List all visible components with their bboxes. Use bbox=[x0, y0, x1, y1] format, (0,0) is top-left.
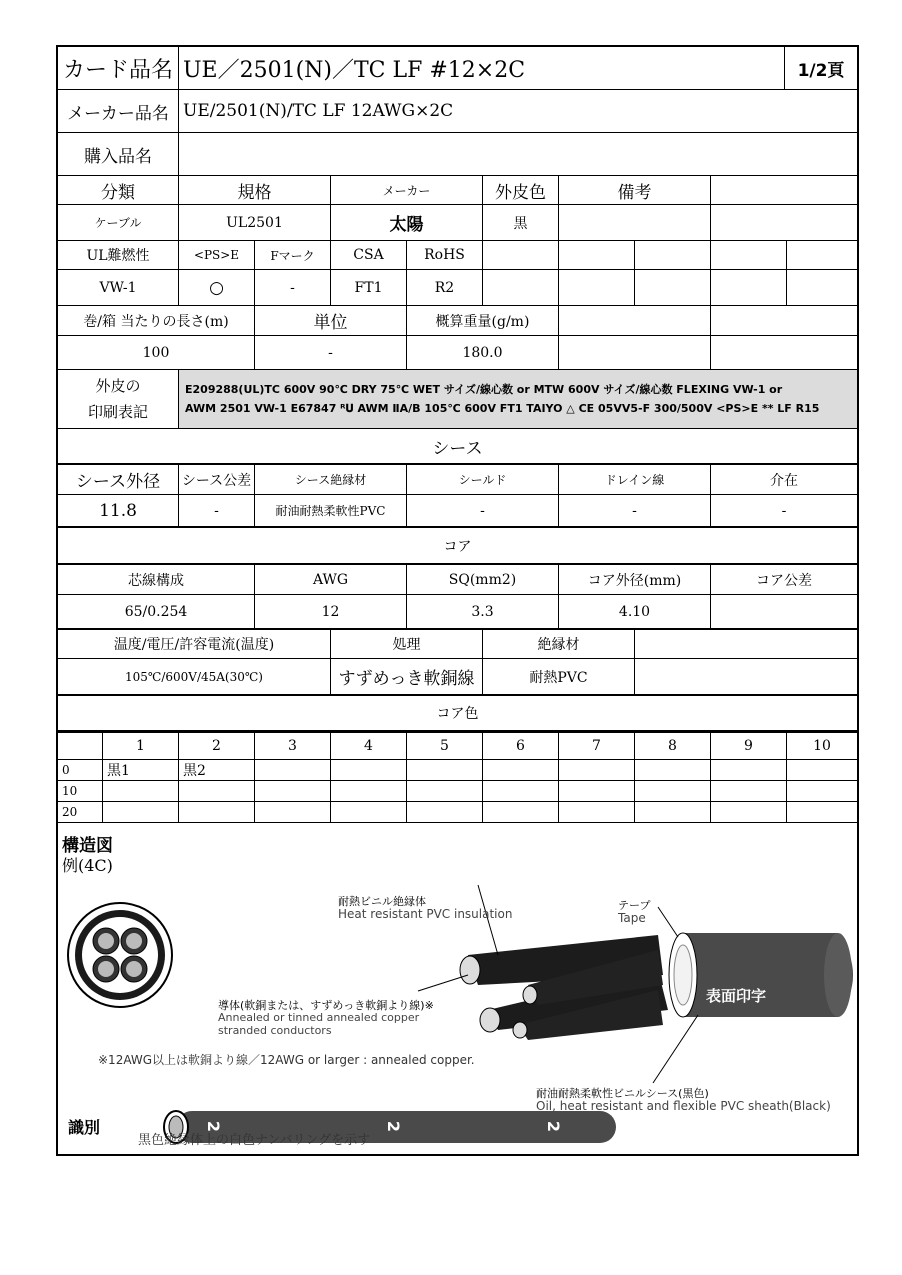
conductor-label-en1: Annealed or tinned annealed copper bbox=[218, 1011, 420, 1024]
surface-print-label: 表面印字 bbox=[706, 987, 767, 1005]
core-od-header: コア外径(mm) bbox=[559, 565, 711, 595]
f-mark-value: - bbox=[255, 270, 331, 306]
blank-cell bbox=[483, 270, 559, 306]
purchase-name-value bbox=[179, 133, 857, 176]
blank-cell bbox=[559, 270, 635, 306]
standard-header: 規格 bbox=[179, 176, 331, 205]
core-number-mark: 2 bbox=[544, 1120, 564, 1133]
csa-value: FT1 bbox=[331, 270, 407, 306]
core-color-cell bbox=[787, 802, 857, 823]
core-tol-value bbox=[711, 595, 857, 629]
core-number-mark: 2 bbox=[384, 1120, 404, 1133]
treatment-value: すずめっき軟銅線 bbox=[331, 659, 483, 695]
jacket-color-value: 黒 bbox=[483, 205, 559, 241]
pse-header: <PS>E bbox=[179, 241, 255, 270]
core-color-cell bbox=[483, 760, 559, 781]
sheath-label-en: Oil, heat resistant and flexible PVC sheath(Black) bbox=[536, 1099, 831, 1113]
sheath-label-jp: 耐油耐熱柔軟性ビニルシース(黒色) bbox=[536, 1087, 709, 1100]
core-color-cell bbox=[103, 781, 179, 802]
blank-cell bbox=[711, 270, 787, 306]
stranding-note: ※12AWG以上は軟銅より線／12AWG or larger : annealed copper. bbox=[98, 1053, 475, 1067]
core-color-col-header: 2 bbox=[179, 732, 255, 760]
class-header: 分類 bbox=[58, 176, 179, 205]
core-color-cell bbox=[787, 781, 857, 802]
core-color-col-header: 5 bbox=[407, 732, 483, 760]
weight-value: 180.0 bbox=[407, 336, 559, 370]
core-color-cell bbox=[407, 760, 483, 781]
print-text bbox=[179, 370, 857, 429]
blank-cell bbox=[559, 241, 635, 270]
core-color-cell: 黒1 bbox=[103, 760, 179, 781]
jacket-color-header: 外皮色 bbox=[483, 176, 559, 205]
card-name-label: カード品名 bbox=[58, 47, 179, 90]
weight-header: 概算重量(g/m) bbox=[407, 306, 559, 336]
print-label-line2: 印刷表記 bbox=[87, 403, 148, 421]
print-line1: E209288(UL)TC 600V 90℃ DRY 75℃ WET サイズ/線心数 or MTW 600V サイズ/線心数 FLEXING VW-1 or bbox=[185, 383, 783, 396]
core-color-cell bbox=[635, 760, 711, 781]
blank-cell bbox=[635, 241, 711, 270]
blank-cell bbox=[483, 241, 559, 270]
rohs-header: RoHS bbox=[407, 241, 483, 270]
conductor-label-jp: 導体(軟銅または、すずめっき軟銅より線)※ bbox=[218, 999, 434, 1012]
core-color-cell bbox=[559, 802, 635, 823]
blank-cell bbox=[711, 306, 857, 336]
core-color-cell bbox=[331, 760, 407, 781]
awg-value: 12 bbox=[255, 595, 407, 629]
identification-desc: 黒色絶縁体上の白色ナンバリングを示す bbox=[138, 1133, 371, 1148]
blank-cell bbox=[635, 270, 711, 306]
blank-cell bbox=[787, 270, 857, 306]
core-color-cell bbox=[787, 760, 857, 781]
shield-header: シールド bbox=[407, 465, 559, 495]
remarks-value bbox=[559, 205, 711, 241]
core-color-cell bbox=[635, 802, 711, 823]
purchase-name-label: 購入品名 bbox=[58, 133, 179, 176]
core-color-cell bbox=[255, 802, 331, 823]
structure-example: 例(4C) bbox=[62, 856, 113, 875]
core-color-cell bbox=[331, 802, 407, 823]
pse-value: ○ bbox=[179, 270, 255, 306]
core-color-cell bbox=[179, 781, 255, 802]
core-color-header-line bbox=[58, 732, 857, 733]
print-label-line1: 外皮の bbox=[95, 377, 141, 395]
unit-value: - bbox=[255, 336, 407, 370]
sheath-material-value: 耐油耐熱柔軟性PVC bbox=[255, 495, 407, 527]
core-color-row-label: 0 bbox=[58, 760, 103, 781]
page-number: 1/2頁 bbox=[785, 47, 857, 90]
insulation-label-jp: 耐熱ビニル絶縁体 bbox=[338, 895, 426, 908]
standard-value: UL2501 bbox=[179, 205, 331, 241]
core-color-col-header: 7 bbox=[559, 732, 635, 760]
core-color-cell bbox=[407, 781, 483, 802]
blank-cell bbox=[559, 336, 711, 370]
core-color-row-label: 10 bbox=[58, 781, 103, 802]
maker-name-value: UE/2501(N)/TC LF 12AWG×2C bbox=[179, 90, 857, 133]
treatment-header: 処理 bbox=[331, 629, 483, 659]
identification-title: 識別 bbox=[68, 1118, 101, 1137]
sheath-title: シース bbox=[58, 429, 857, 465]
structure-drawing bbox=[58, 825, 857, 1154]
unit-header: 単位 bbox=[255, 306, 407, 336]
core-number-mark: 2 bbox=[204, 1120, 224, 1133]
insulation-value: 耐熱PVC bbox=[483, 659, 635, 695]
core-tol-header: コア公差 bbox=[711, 565, 857, 595]
core-color-cell bbox=[711, 781, 787, 802]
core-title: コア bbox=[58, 527, 857, 565]
core-color-col-header: 9 bbox=[711, 732, 787, 760]
filler-value: - bbox=[711, 495, 857, 527]
core-color-cell: 黒2 bbox=[179, 760, 255, 781]
sheath-od-value: 11.8 bbox=[58, 495, 179, 527]
sq-header: SQ(mm2) bbox=[407, 565, 559, 595]
spec-sheet bbox=[56, 45, 859, 1156]
blank-cell bbox=[711, 336, 857, 370]
rating-value: 105℃/600V/45A(30℃) bbox=[58, 659, 331, 695]
sheath-od-header: シース外径 bbox=[58, 465, 179, 495]
core-color-col-header: 4 bbox=[331, 732, 407, 760]
strand-value: 65/0.254 bbox=[58, 595, 255, 629]
blank-cell bbox=[787, 241, 857, 270]
ul-flame-header: UL難燃性 bbox=[58, 241, 179, 270]
core-color-cell bbox=[635, 781, 711, 802]
rohs-value: R2 bbox=[407, 270, 483, 306]
tape-label-en: Tape bbox=[618, 911, 646, 925]
core-color-col-header: 10 bbox=[787, 732, 857, 760]
filler-header: 介在 bbox=[711, 465, 857, 495]
core-color-row-label: 20 bbox=[58, 802, 103, 823]
blank-value bbox=[711, 205, 857, 241]
conductor-label-en2: stranded conductors bbox=[218, 1024, 332, 1037]
sheath-material-header: シース絶縁材 bbox=[255, 465, 407, 495]
core-color-cell bbox=[559, 760, 635, 781]
drain-value: - bbox=[559, 495, 711, 527]
structure-title: 構造図 bbox=[62, 836, 113, 856]
core-color-corner bbox=[58, 732, 103, 760]
f-mark-header: Fマーク bbox=[255, 241, 331, 270]
length-header: 巻/箱 当たりの長さ(m) bbox=[58, 306, 255, 336]
sheath-tol-header: シース公差 bbox=[179, 465, 255, 495]
core-color-cell bbox=[559, 781, 635, 802]
insulation-header: 絶縁材 bbox=[483, 629, 635, 659]
print-line2: AWM 2501 VW-1 E67847 ᴿ𝐔 AWM ⅡA/B 105℃ 600V FT1 TAIYO △ CE 05VV5-F 300/500V <PS>E ** LF R15 bbox=[185, 402, 820, 415]
awg-header: AWG bbox=[255, 565, 407, 595]
blank-cell bbox=[559, 306, 711, 336]
core-color-cell bbox=[255, 781, 331, 802]
insulation-label-en: Heat resistant PVC insulation bbox=[338, 907, 513, 921]
core-color-cell bbox=[483, 802, 559, 823]
cross-section-icon bbox=[68, 903, 172, 1007]
core-color-cell bbox=[103, 802, 179, 823]
core-color-title: コア色 bbox=[58, 695, 857, 732]
print-label bbox=[58, 370, 179, 429]
core-color-cell bbox=[407, 802, 483, 823]
blank-header bbox=[711, 176, 857, 205]
sheath-tol-value: - bbox=[179, 495, 255, 527]
core-color-cell bbox=[255, 760, 331, 781]
sq-value: 3.3 bbox=[407, 595, 559, 629]
csa-header: CSA bbox=[331, 241, 407, 270]
core-color-col-header: 3 bbox=[255, 732, 331, 760]
core-color-cell bbox=[711, 760, 787, 781]
maker-value: 太陽 bbox=[331, 205, 483, 241]
core-color-col-header: 8 bbox=[635, 732, 711, 760]
core-color-col-header: 6 bbox=[483, 732, 559, 760]
core-color-cell bbox=[711, 802, 787, 823]
core-color-cell bbox=[483, 781, 559, 802]
blank-cell bbox=[711, 241, 787, 270]
blank-cell bbox=[635, 629, 857, 659]
maker-header: メーカー bbox=[331, 176, 483, 205]
shield-value: - bbox=[407, 495, 559, 527]
core-color-cell bbox=[179, 802, 255, 823]
class-value: ケーブル bbox=[58, 205, 179, 241]
ul-flame-value: VW-1 bbox=[58, 270, 179, 306]
strand-header: 芯線構成 bbox=[58, 565, 255, 595]
length-value: 100 bbox=[58, 336, 255, 370]
core-color-col-header: 1 bbox=[103, 732, 179, 760]
tape-label-jp: テープ bbox=[618, 899, 651, 912]
rating-header: 温度/電圧/許容電流(温度) bbox=[58, 629, 331, 659]
card-name-value: UE／2501(N)／TC LF #12×2C bbox=[179, 47, 785, 90]
core-color-cell bbox=[331, 781, 407, 802]
core-od-value: 4.10 bbox=[559, 595, 711, 629]
blank-cell bbox=[635, 659, 857, 695]
remarks-header: 備考 bbox=[559, 176, 711, 205]
maker-name-label: メーカー品名 bbox=[58, 90, 179, 133]
drain-header: ドレイン線 bbox=[559, 465, 711, 495]
